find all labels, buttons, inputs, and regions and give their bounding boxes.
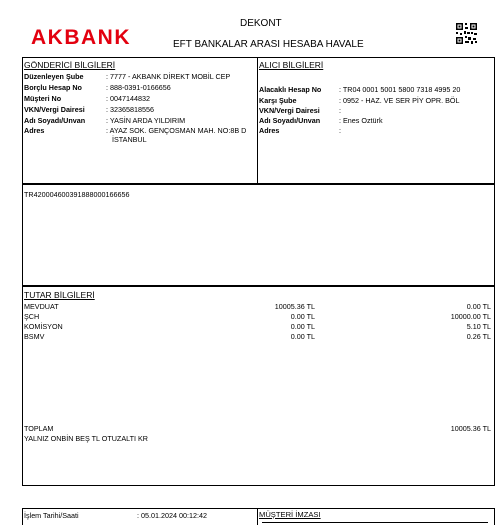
amount-row: MEVDUAT 10005.36 TL 0.00 TL [24, 302, 491, 311]
customer-signature-label: MÜŞTERİ İMZASI [259, 510, 321, 519]
transaction-date-label: İşlem Tarihi/Saati [24, 511, 79, 520]
reference-box [22, 184, 495, 286]
bank-logo: AKBANK [31, 26, 131, 49]
receiver-section-title: ALICI BİLGİLERİ [259, 60, 324, 70]
transaction-reference: TR420004600391888000166656 [24, 190, 130, 199]
total-label: TOPLAM [24, 424, 54, 433]
parties-divider [257, 57, 258, 184]
amounts-section-title: TUTAR BİLGİLERİ [24, 290, 95, 300]
sender-address-line2: İSTANBUL [112, 135, 147, 144]
receipt-page: AKBANK DEKONT EFT BANKALAR ARASI HESABA HAVALE GÖNDERİCİ BİLGİLERİ Düzenleyen Şube : 7777 - AKBANK DİREKT MOBİL CEP Borçlu Hesap No : 888-0391-0166656 Müşteri No : 0047144832 VKN/Vergi Dairesi : 32365818556 Adı Soyadı/Unvan : YASİN ARDA YILDIRIM Adres : AYAZ SOK. GENÇOSMAN MAH. NO:8B D İSTANBUL ALICI BİLGİLERİ Alacaklı Hesap No : TR04 0001 5001 5800 7318 4995 20 Karşı Şube : 0952 - HAZ. VE SER PİY OPR. BÖL VKN/Vergi Dairesi : Adı Soyadı/Unvan : Enes Oztürk Adres : TR420004600391888000166656 TUTAR BİLGİLERİ MEVDUAT 10005.36 TL 0.00 TL ŞCH 0.00 TL 10000.00 TL KOMİSYON 0.00 TL 5.10 TL BSMV 0.00 TL 0.26 TL TOPLAM 10005.36 TL YALNIZ ONBİN BEŞ TL OTUZALTI KR İşlem Tarihi/Saati : 05.01.2024 00:12:42 MÜŞTERİ İMZASI [22, 0, 495, 525]
signature-line [262, 522, 488, 523]
amount-row: ŞCH 0.00 TL 10000.00 TL [24, 312, 491, 321]
total-row [24, 424, 494, 433]
amount-row: BSMV 0.00 TL 0.26 TL [24, 332, 491, 341]
transaction-date-value: : 05.01.2024 00:12:42 [137, 511, 207, 520]
total-value: 10005.36 TL [450, 424, 491, 433]
sender-section-title: GÖNDERİCİ BİLGİLERİ [24, 60, 116, 70]
document-title: EFT BANKALAR ARASI HESABA HAVALE [173, 39, 364, 50]
document-type: DEKONT [240, 18, 282, 29]
amount-in-words: YALNIZ ONBİN BEŞ TL OTUZALTI KR [24, 434, 148, 443]
footer-divider [257, 508, 258, 525]
qr-code-icon [455, 22, 478, 45]
amount-row: KOMİSYON 0.00 TL 5.10 TL [24, 322, 491, 331]
receipt-header [22, 0, 495, 57]
